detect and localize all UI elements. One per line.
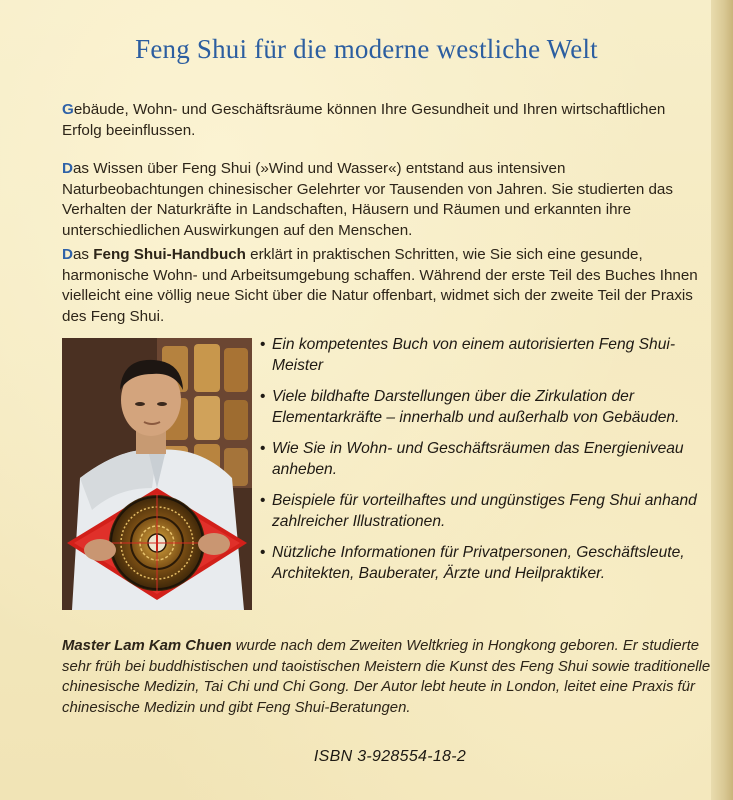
list-item: • Viele bildhafte Darstellungen über die Zirkulation der Elementarkräfte – innerhalb und außerhalb von Gebäuden. <box>260 388 680 426</box>
history-paragraph <box>62 159 702 241</box>
drop-initial: D <box>62 160 73 177</box>
cover-edge <box>711 0 733 800</box>
list-item: • Ein kompetentes Buch von einem autorisierten Feng Shui-Meister <box>260 336 676 374</box>
drop-initial: G <box>62 101 74 118</box>
handbook-paragraph <box>62 245 702 327</box>
author-name: Master Lam Kam Chuen <box>62 638 232 654</box>
bullet-icon: • <box>260 440 266 457</box>
intro-paragraph <box>62 100 702 141</box>
bio-text: wurde nach dem Zweiten Weltkrieg in Hongkong geboren. Er studierte sehr früh bei buddhistischen und taoistischen Meistern die Kunst des Feng Shui sowie traditionelle chinesische Medizin, Tai Chi und Chi Gong. Der Autor lebt heute in London, leitet eine Praxis für chinesische Medizin und gibt Feng Shui-Beratungen. <box>62 638 711 716</box>
list-item: • Nützliche Informationen für Privatpersonen, Geschäftsleute, Architekten, Bauberater, Ärzte und Heilpraktiker. <box>260 544 685 582</box>
bullet-icon: • <box>260 544 266 561</box>
author-bio <box>62 636 712 718</box>
feature-list <box>260 334 710 594</box>
list-item: • Beispiele für vorteilhaftes und ungünstiges Feng Shui anhand zahlreicher Illustrationen. <box>260 492 697 530</box>
paragraph-text: erklärt in praktischen Schritten, wie Sie sich eine gesunde, harmonische Wohn- und Arbeitsumgebung schaffen. Während der erste Teil des Buches Ihnen vielleicht eine völlig neue Sicht über die Natur offenbart, widmet sich der zweite Teil der Praxis des Feng Shui. <box>62 246 698 325</box>
author-photo <box>62 338 252 610</box>
bullet-icon: • <box>260 388 266 405</box>
page-title: Feng Shui für die moderne westliche Welt <box>135 34 598 64</box>
paragraph-text: as Wissen über Feng Shui (»Wind und Wasser«) entstand aus intensiven Naturbeobachtungen chinesischer Gelehrter vor Tausenden von Jahren. Sie studierten das Verhalten der Naturkräfte in Landschaften, Häusern und Räumen und erkannten ihre unterschiedlichen Auswirkungen auf den Menschen. <box>62 160 673 239</box>
paragraph-text: as <box>72 246 94 263</box>
list-item: • Wie Sie in Wohn- und Geschäftsräumen das Energieniveau anheben. <box>260 440 684 478</box>
bullet-icon: • <box>260 336 266 353</box>
book-title: Feng Shui-Handbuch <box>93 246 246 263</box>
drop-initial: D <box>62 246 73 263</box>
photo-illustration <box>62 338 252 610</box>
paragraph-text: ebäude, Wohn- und Geschäftsräume können Ihre Gesundheit und Ihren wirtschaftlichen Erfolg beeinflussen. <box>62 101 666 139</box>
isbn: ISBN 3-928554-18-2 <box>313 748 467 765</box>
bullet-icon: • <box>260 492 266 509</box>
